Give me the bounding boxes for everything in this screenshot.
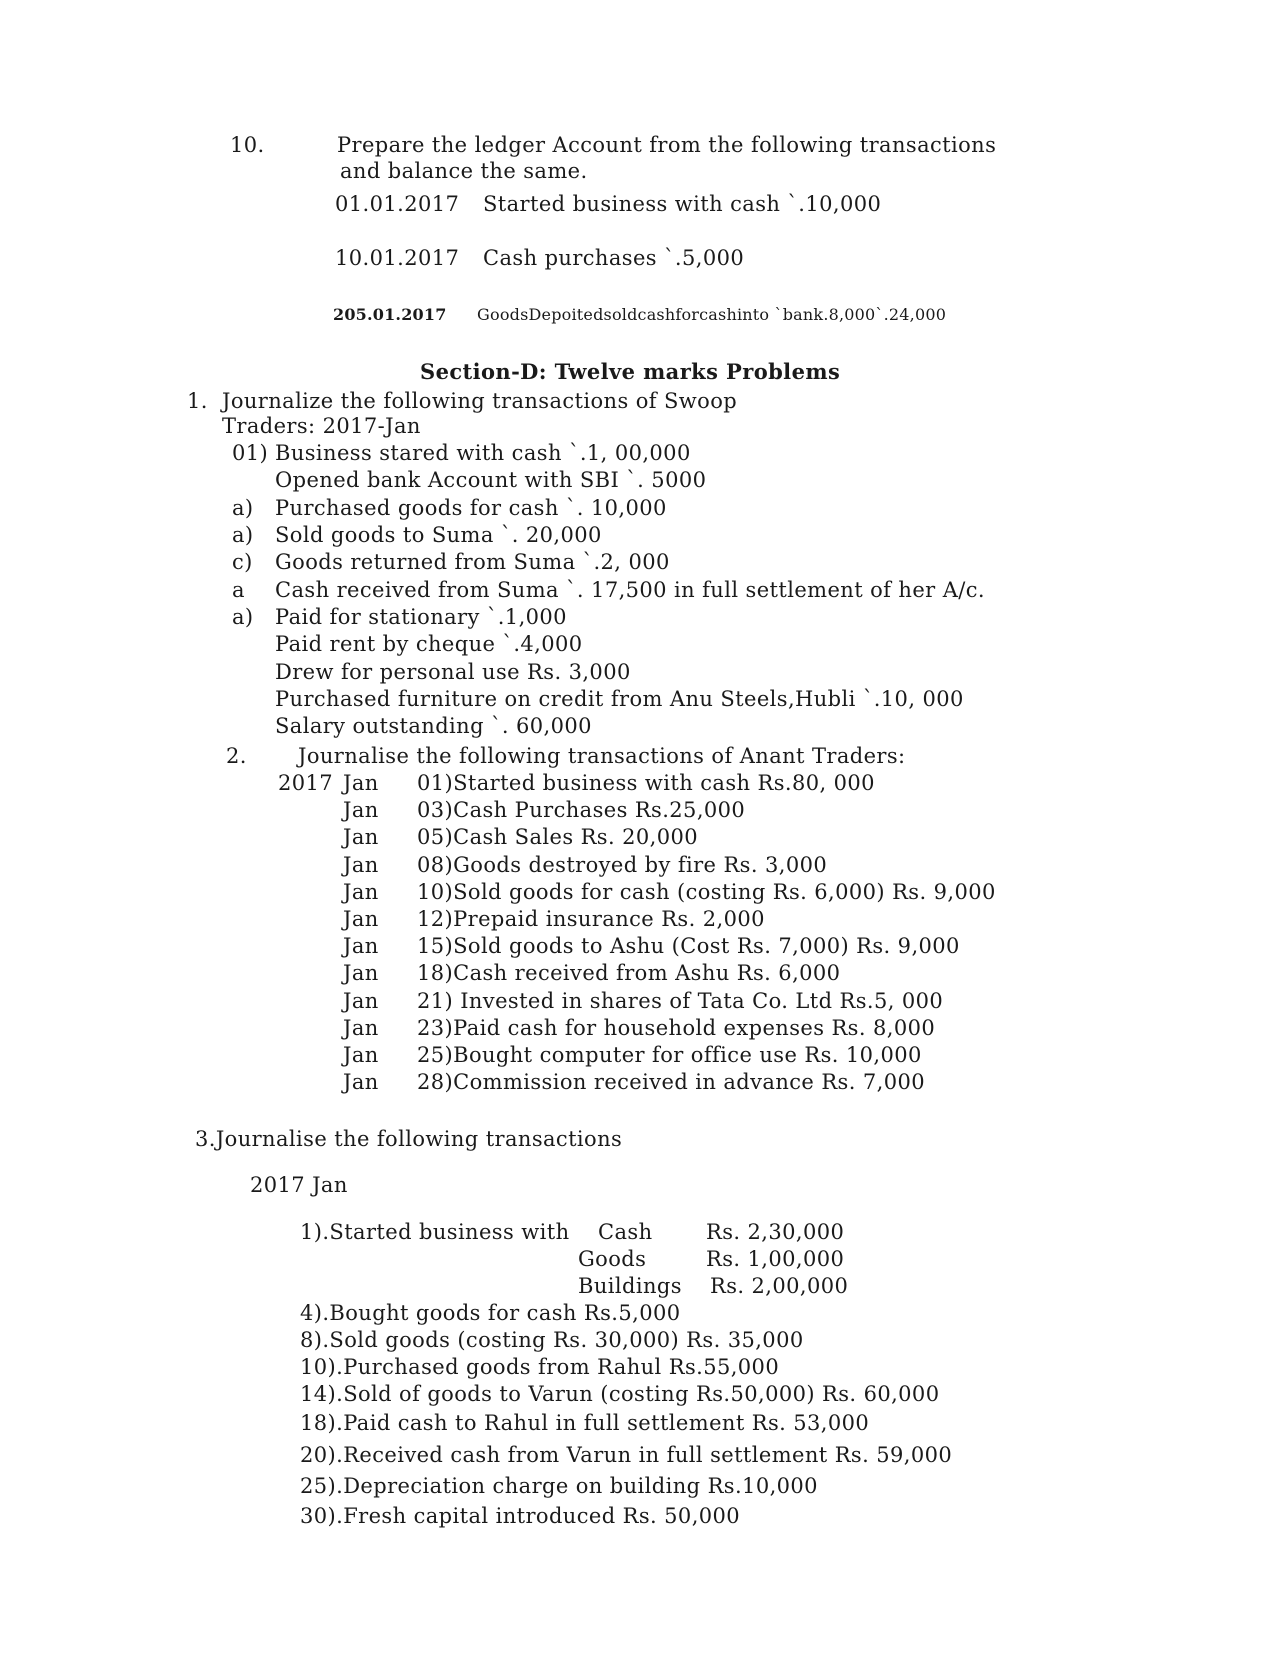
month-label: Jan <box>343 1015 379 1040</box>
transaction-text: Salary outstanding `. 60,000 <box>275 714 592 738</box>
problem-number: 1. <box>187 389 208 413</box>
year-label: 2017 <box>278 771 334 795</box>
question-text: and balance the same. <box>340 159 588 183</box>
question-text: Prepare the ledger Account from the following transactions <box>337 133 997 157</box>
transaction-date: 01.01.2017 <box>335 192 460 216</box>
transaction-text: 18).Paid cash to Rahul in full settlement Rs. 53,000 <box>300 1411 870 1435</box>
transaction-text: 10)Sold goods for cash (costing Rs. 6,000) Rs. 9,000 <box>417 879 996 904</box>
transaction-text: 30).Fresh capital introduced Rs. 50,000 <box>300 1504 741 1528</box>
item-marker: a <box>232 578 245 602</box>
transaction-text: 20).Received cash from Varun in full settlement Rs. 59,000 <box>300 1443 953 1467</box>
transaction-text: Sold goods to Suma `. 20,000 <box>275 523 602 547</box>
problem-intro: Traders: 2017-Jan <box>222 414 421 438</box>
transaction-text: 4).Bought goods for cash Rs.5,000 <box>300 1301 681 1325</box>
transaction-text: Cash purchases `.5,000 <box>483 246 745 270</box>
item-marker: a) <box>232 523 254 547</box>
transaction-text: 25)Bought computer for office use Rs. 10,000 <box>417 1043 922 1067</box>
section-title: Section-D: Twelve marks Problems <box>420 359 841 384</box>
month-label: Jan <box>343 1043 379 1067</box>
amount-value: Rs. 2,30,000 <box>706 1220 845 1244</box>
transaction-text: Drew for personal use Rs. 3,000 <box>275 660 631 684</box>
item-marker: 01) <box>232 441 269 465</box>
month-label: Jan <box>343 825 379 850</box>
problem-number: 2. <box>226 744 247 768</box>
month-label: Jan <box>343 879 379 904</box>
question-number: 10. <box>230 133 265 157</box>
transaction-text: Purchased furniture on credit from Anu Steels,Hubli `.10, 000 <box>275 687 964 711</box>
amount-value: Rs. 2,00,000 <box>710 1274 849 1298</box>
amount-value: Rs. 1,00,000 <box>706 1247 845 1271</box>
asset-label: Goods <box>578 1247 647 1271</box>
month-label: Jan <box>343 961 379 986</box>
transaction-text: 28)Commission received in advance Rs. 7,000 <box>417 1070 925 1095</box>
item-marker: c) <box>232 550 253 574</box>
transaction-text: 14).Sold of goods to Varun (costing Rs.50,000) Rs. 60,000 <box>300 1382 940 1406</box>
month-label: Jan <box>343 934 379 959</box>
month-label: Jan <box>343 1070 379 1095</box>
transaction-text: 18)Cash received from Ashu Rs. 6,000 <box>417 961 841 986</box>
month-label: Jan <box>343 988 379 1013</box>
transaction-text: 10).Purchased goods from Rahul Rs.55,000 <box>300 1355 780 1379</box>
asset-label: Buildings <box>578 1274 682 1298</box>
problem-intro: Journalise the following transactions of Anant Traders: <box>298 744 906 768</box>
transaction-text: 05)Cash Sales Rs. 20,000 <box>417 825 699 850</box>
transaction-text: 12)Prepaid insurance Rs. 2,000 <box>417 907 765 931</box>
transaction-text: Cash received from Suma `. 17,500 in full settlement of her A/c. <box>275 578 985 602</box>
transaction-text: Started business with cash `.10,000 <box>483 192 882 216</box>
transaction-text: 01)Started business with cash Rs.80, 000 <box>417 771 875 795</box>
transaction-text: Opened bank Account with SBI `. 5000 <box>275 468 707 492</box>
month-label: Jan <box>343 771 379 795</box>
transaction-text: Business stared with cash `.1, 00,000 <box>275 441 691 465</box>
transaction-date: 10.01.2017 <box>335 246 460 270</box>
transaction-text: Purchased goods for cash `. 10,000 <box>275 496 667 520</box>
month-label: Jan <box>343 907 379 931</box>
transaction-text: Goods returned from Suma `.2, 000 <box>275 550 670 574</box>
transaction-date: 205.01.2017 <box>333 305 447 324</box>
year-label: 2017 Jan <box>250 1173 348 1197</box>
transaction-text: 15)Sold goods to Ashu (Cost Rs. 7,000) Rs. 9,000 <box>417 934 960 959</box>
transaction-text: 08)Goods destroyed by fire Rs. 3,000 <box>417 852 828 877</box>
item-marker: a) <box>232 605 254 629</box>
transaction-text: Paid rent by cheque `.4,000 <box>275 632 583 656</box>
asset-label: Cash <box>598 1220 653 1244</box>
transaction-text: 03)Cash Purchases Rs.25,000 <box>417 798 746 823</box>
transaction-text: 23)Paid cash for household expenses Rs. 8,000 <box>417 1015 936 1040</box>
transaction-text: GoodsDepoitedsoldcashforcashinto `bank.8,000`.24,000 <box>477 305 947 324</box>
transaction-text: 21) Invested in shares of Tata Co. Ltd Rs.5, 000 <box>417 988 944 1013</box>
item-marker: a) <box>232 496 254 520</box>
problem-intro: 3.Journalise the following transactions <box>195 1127 623 1151</box>
month-label: Jan <box>343 852 379 877</box>
transaction-text: 25).Depreciation charge on building Rs.10,000 <box>300 1474 818 1498</box>
transaction-text: 1).Started business with <box>300 1220 570 1244</box>
transaction-text: 8).Sold goods (costing Rs. 30,000) Rs. 35,000 <box>300 1328 804 1352</box>
transaction-text: Paid for stationary `.1,000 <box>275 605 567 629</box>
problem-intro: Journalize the following transactions of Swoop <box>222 389 738 413</box>
month-label: Jan <box>343 798 379 823</box>
